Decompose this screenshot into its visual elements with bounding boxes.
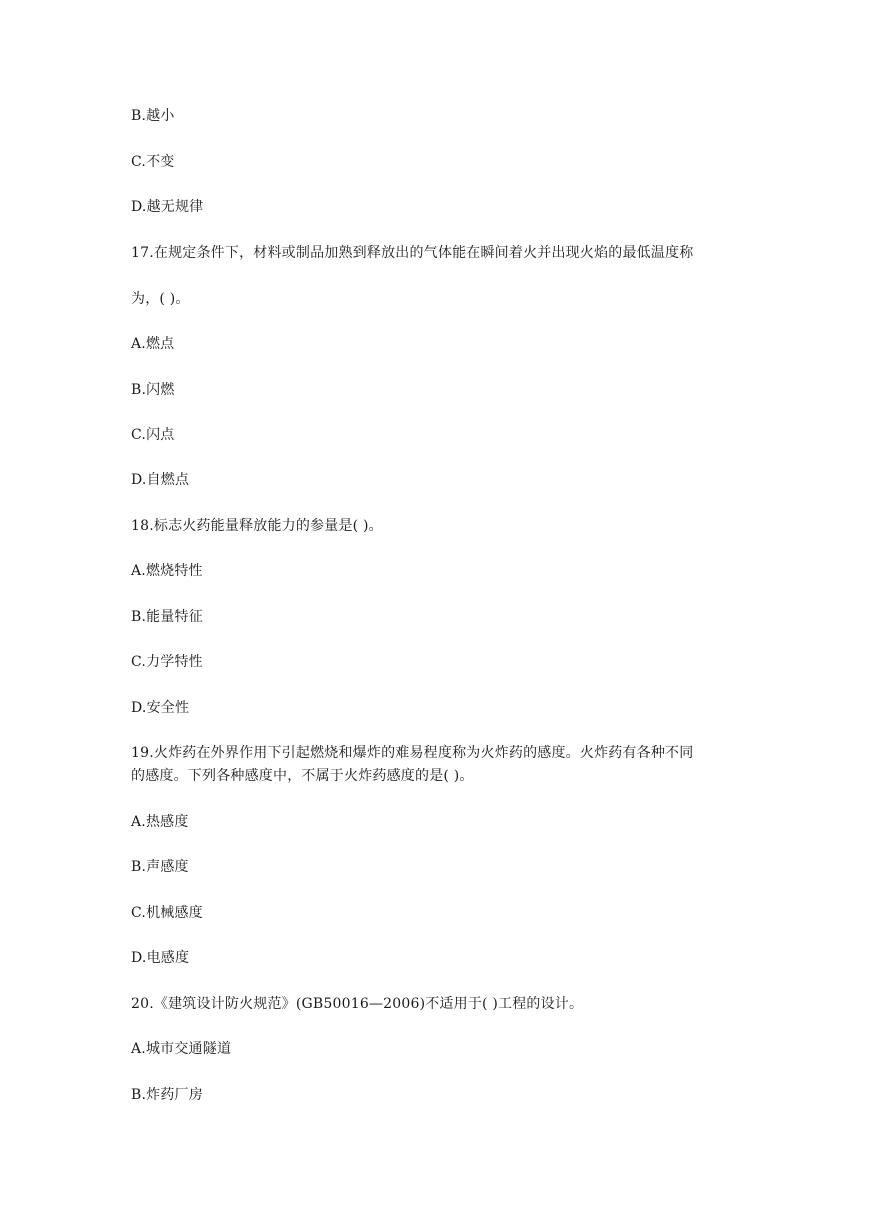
option-c-q16: C.不变 <box>131 154 175 170</box>
option-c-q18: C.力学特性 <box>131 654 203 670</box>
option-b-q20: B.炸药厂房 <box>131 1087 203 1103</box>
option-d-q19: D.电感度 <box>131 950 190 966</box>
option-d-q16: D.越无规律 <box>131 199 204 215</box>
option-c-q19: C.机械感度 <box>131 905 203 921</box>
option-a-q20: A.城市交通隧道 <box>131 1041 232 1057</box>
option-d-q18: D.安全性 <box>131 700 190 716</box>
option-b-q18: B.能量特征 <box>131 609 203 625</box>
option-b-q17: B.闪燃 <box>131 382 175 398</box>
option-a-q17: A.燃点 <box>131 336 175 352</box>
option-d-q17: D.自燃点 <box>131 472 190 488</box>
question-19-line-2: 的感度。下列各种感度中，不属于火炸药感度的是( )。 <box>131 768 474 784</box>
question-18: 18.标志火药能量释放能力的参量是( )。 <box>131 518 383 534</box>
question-20: 20.《建筑设计防火规范》(GB50016—2006)不适用于( )工程的设计。 <box>131 996 584 1012</box>
option-c-q17: C.闪点 <box>131 427 175 443</box>
option-b-q16: B.越小 <box>131 108 175 124</box>
option-b-q19: B.声感度 <box>131 859 189 875</box>
question-19-line-1: 19.火炸药在外界作用下引起燃烧和爆炸的难易程度称为火炸药的感度。火炸药有各种不同 <box>131 745 694 761</box>
question-17-line-2: 为，( )。 <box>131 291 190 307</box>
question-17-line-1: 17.在规定条件下，材料或制品加熟到释放出的气体能在瞬间着火并出现火焰的最低温度称 <box>131 245 694 261</box>
option-a-q18: A.燃烧特性 <box>131 563 203 579</box>
option-a-q19: A.热感度 <box>131 814 189 830</box>
